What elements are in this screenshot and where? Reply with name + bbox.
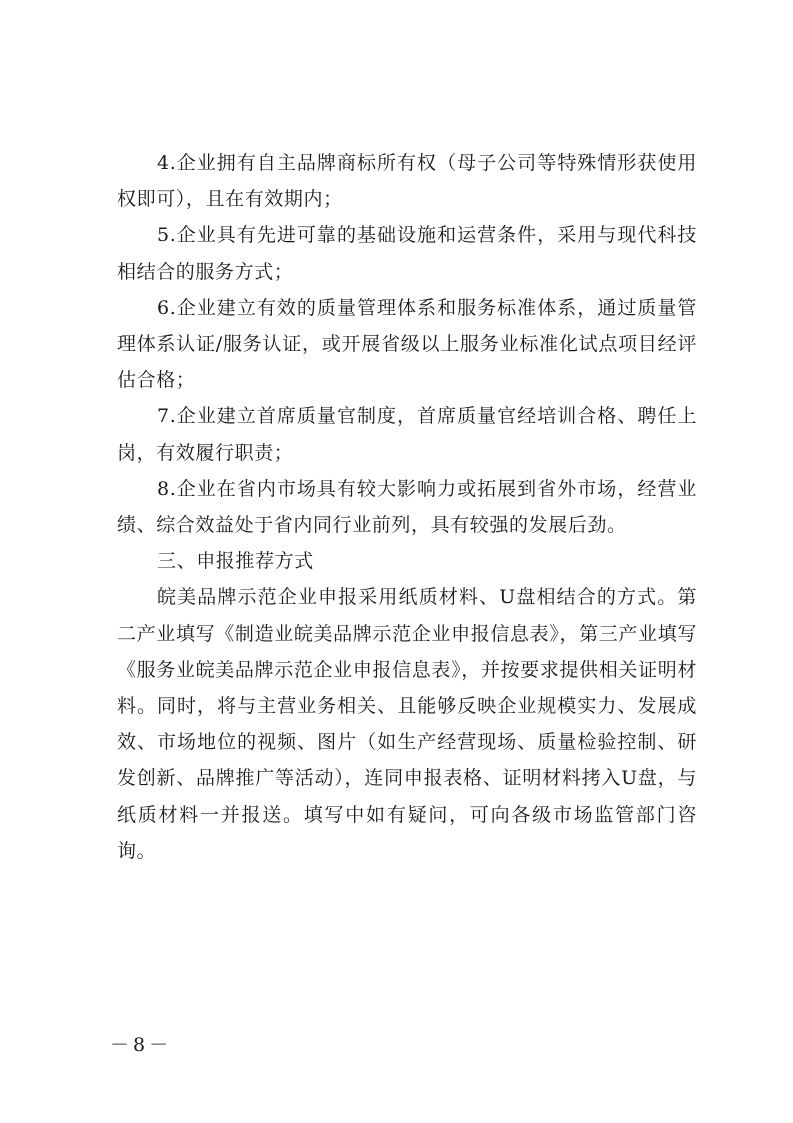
criterion-item-4: 4.企业拥有自主品牌商标所有权（母子公司等特殊情形获使用权即可），且在有效期内； bbox=[117, 152, 697, 211]
section-heading: 三、申报推荐方式 bbox=[157, 550, 314, 573]
criterion-item-7: 7.企业建立首席质量官制度，首席质量官经培训合格、聘任上岗，有效履行职责； bbox=[117, 405, 697, 464]
document-body bbox=[117, 145, 697, 869]
criterion-item-6: 6.企业建立有效的质量管理体系和服务标准体系，通过质量管理体系认证/服务认证，或开展省级以上服务业标准化试点项目经评估合格； bbox=[117, 296, 697, 392]
section-body: 皖美品牌示范企业申报采用纸质材料、U盘相结合的方式。第二产业填写《制造业皖美品牌示范企业申报信息表》，第三产业填写《服务业皖美品牌示范企业申报信息表》，并按要求提供相关证明材料。同时，将与主营业务相关、且能够反映企业规模实力、发展成效、市场地位的视频、图片（如生产经营现场、质量检验控制、研发创新、品牌推广等活动），连同申报表格、证明材料拷入U盘，与纸质材料一并报送。填写中如有疑问，可向各级市场监管部门咨询。 bbox=[117, 586, 697, 862]
criterion-item-5: 5.企业具有先进可靠的基础设施和运营条件，采用与现代科技相结合的服务方式； bbox=[117, 224, 697, 283]
page-number: －8－ bbox=[110, 1034, 173, 1056]
criterion-item-8: 8.企业在省内市场具有较大影响力或拓展到省外市场，经营业绩、综合效益处于省内同行业前列，具有较强的发展后劲。 bbox=[117, 477, 697, 537]
